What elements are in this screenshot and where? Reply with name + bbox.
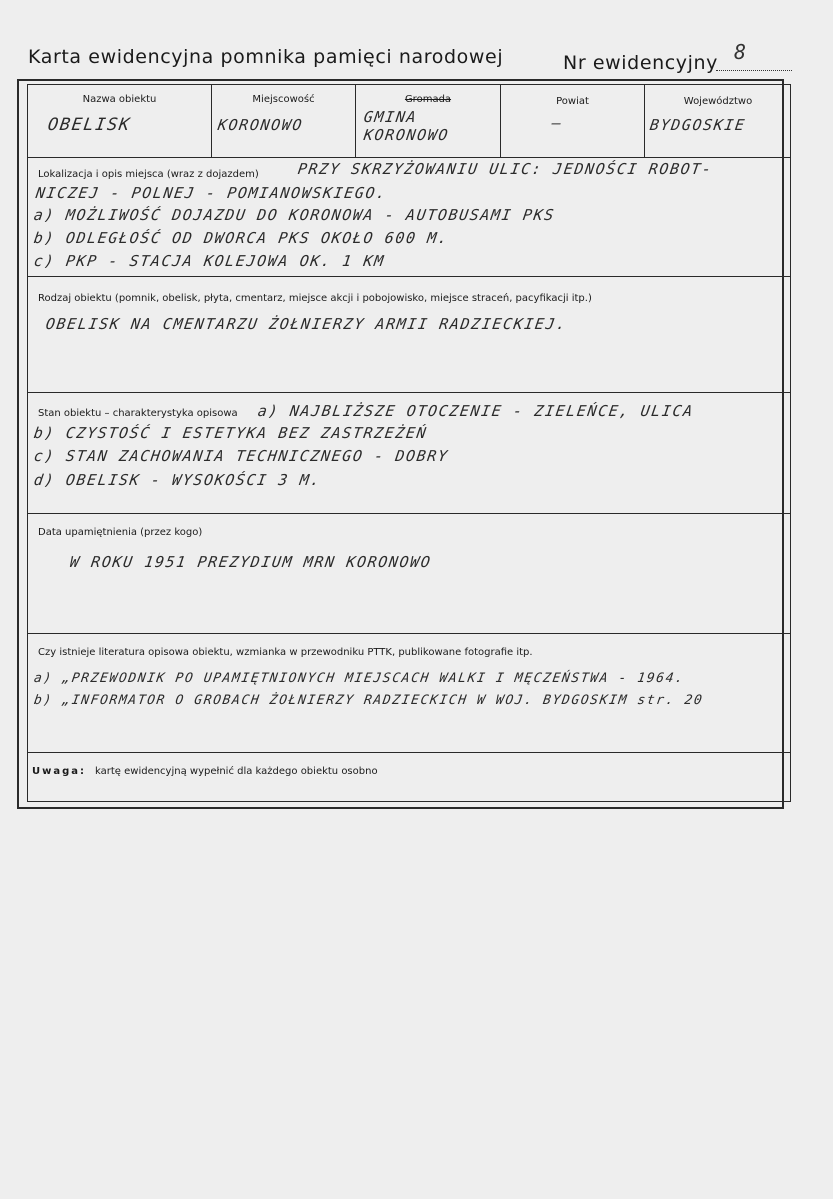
form-title: Karta ewidencyjna pomnika pamięci narodowej <box>28 46 504 68</box>
gromada-label: Gromada <box>404 94 452 105</box>
nazwa-value: OBELISK <box>46 115 133 135</box>
literatura-label: Czy istnieje literatura opisowa obiektu, wzmianka w przewodniku PTTK, publikowane fotografie itp. <box>38 647 533 658</box>
column-divider-3 <box>500 84 501 157</box>
stan-label: Stan obiektu – charakterystyka opisowa <box>38 408 238 419</box>
divider-literatura <box>27 752 791 753</box>
data-upamietnienia-label: Data upamiętnienia (przez kogo) <box>38 527 203 538</box>
lokalizacja-line-3: a) MOŻLIWOŚĆ DOJAZDU DO KORONOWA - AUTOBUSAMI PKS <box>32 206 557 224</box>
registration-number-line <box>716 70 792 71</box>
lokalizacja-label: Lokalizacja i opis miejsca (wraz z dojazdem) <box>38 169 259 180</box>
powiat-value: — <box>550 114 564 132</box>
lokalizacja-line-1: PRZY SKRZYŻOWANIU ULIC: JEDNOŚCI ROBOT- <box>296 160 714 178</box>
miejscowosc-value: KORONOWO <box>216 116 305 134</box>
uwaga-text: kartę ewidencyjną wypełnić dla każdego obiektu osobno <box>95 766 378 777</box>
rodzaj-label: Rodzaj obiektu (pomnik, obelisk, płyta, cmentarz, miejsce akcji i pobojowisko, miejsce straceń, pacyfikacji itp.) <box>38 293 592 304</box>
wojewodztwo-value: BYDGOSKIE <box>648 116 747 134</box>
rodzaj-value: OBELISK NA CMENTARZU ŻOŁNIERZY ARMII RADZIECKIEJ. <box>44 315 569 333</box>
lokalizacja-line-2: NICZEJ - POLNEJ - POMIANOWSKIEGO. <box>34 184 389 202</box>
registration-number-label: Nr ewidencyjny <box>563 52 719 74</box>
gromada-value-line1: GMINA <box>362 108 419 126</box>
nazwa-label: Nazwa obiektu <box>82 94 157 105</box>
literatura-line-1: a) „PRZEWODNIK PO UPAMIĘTNIONYCH MIEJSCACH WALKI I MĘCZEŃSTWA - 1964. <box>32 671 686 686</box>
stan-line-2: b) CZYSTOŚĆ I ESTETYKA BEZ ZASTRZEŻEŃ <box>32 424 429 442</box>
stan-line-4: d) OBELISK - WYSOKOŚCI 3 M. <box>32 471 323 489</box>
divider-data <box>27 633 791 634</box>
column-divider-4 <box>644 84 645 157</box>
lokalizacja-line-5: c) PKP - STACJA KOLEJOWA OK. 1 KM <box>32 252 387 270</box>
registration-number-value: 8 <box>734 40 747 64</box>
divider-lokalizacja <box>27 276 791 277</box>
literatura-line-2: b) „INFORMATOR O GROBACH ŻOŁNIERZY RADZIECKICH W WOJ. BYDGOSKIM str. 20 <box>32 693 705 708</box>
divider-header <box>27 157 791 158</box>
stan-line-3: c) STAN ZACHOWANIA TECHNICZNEGO - DOBRY <box>32 447 450 465</box>
lokalizacja-line-4: b) ODLEGŁOŚĆ OD DWORCA PKS OKOŁO 600 M. <box>32 229 450 247</box>
miejscowosc-label: Miejscowość <box>252 94 315 105</box>
powiat-label: Powiat <box>556 96 589 107</box>
gromada-value-line2: KORONOWO <box>362 126 451 144</box>
divider-rodzaj <box>27 392 791 393</box>
wojewodztwo-label: Województwo <box>683 96 753 107</box>
stan-line-1: a) NAJBLIŻSZE OTOCZENIE - ZIELEŃCE, ULICA <box>256 402 696 420</box>
uwaga-label: Uwaga: <box>32 766 87 777</box>
divider-stan <box>27 513 791 514</box>
data-upamietnienia-value: W ROKU 1951 PREZYDIUM MRN KORONOWO <box>68 553 433 571</box>
